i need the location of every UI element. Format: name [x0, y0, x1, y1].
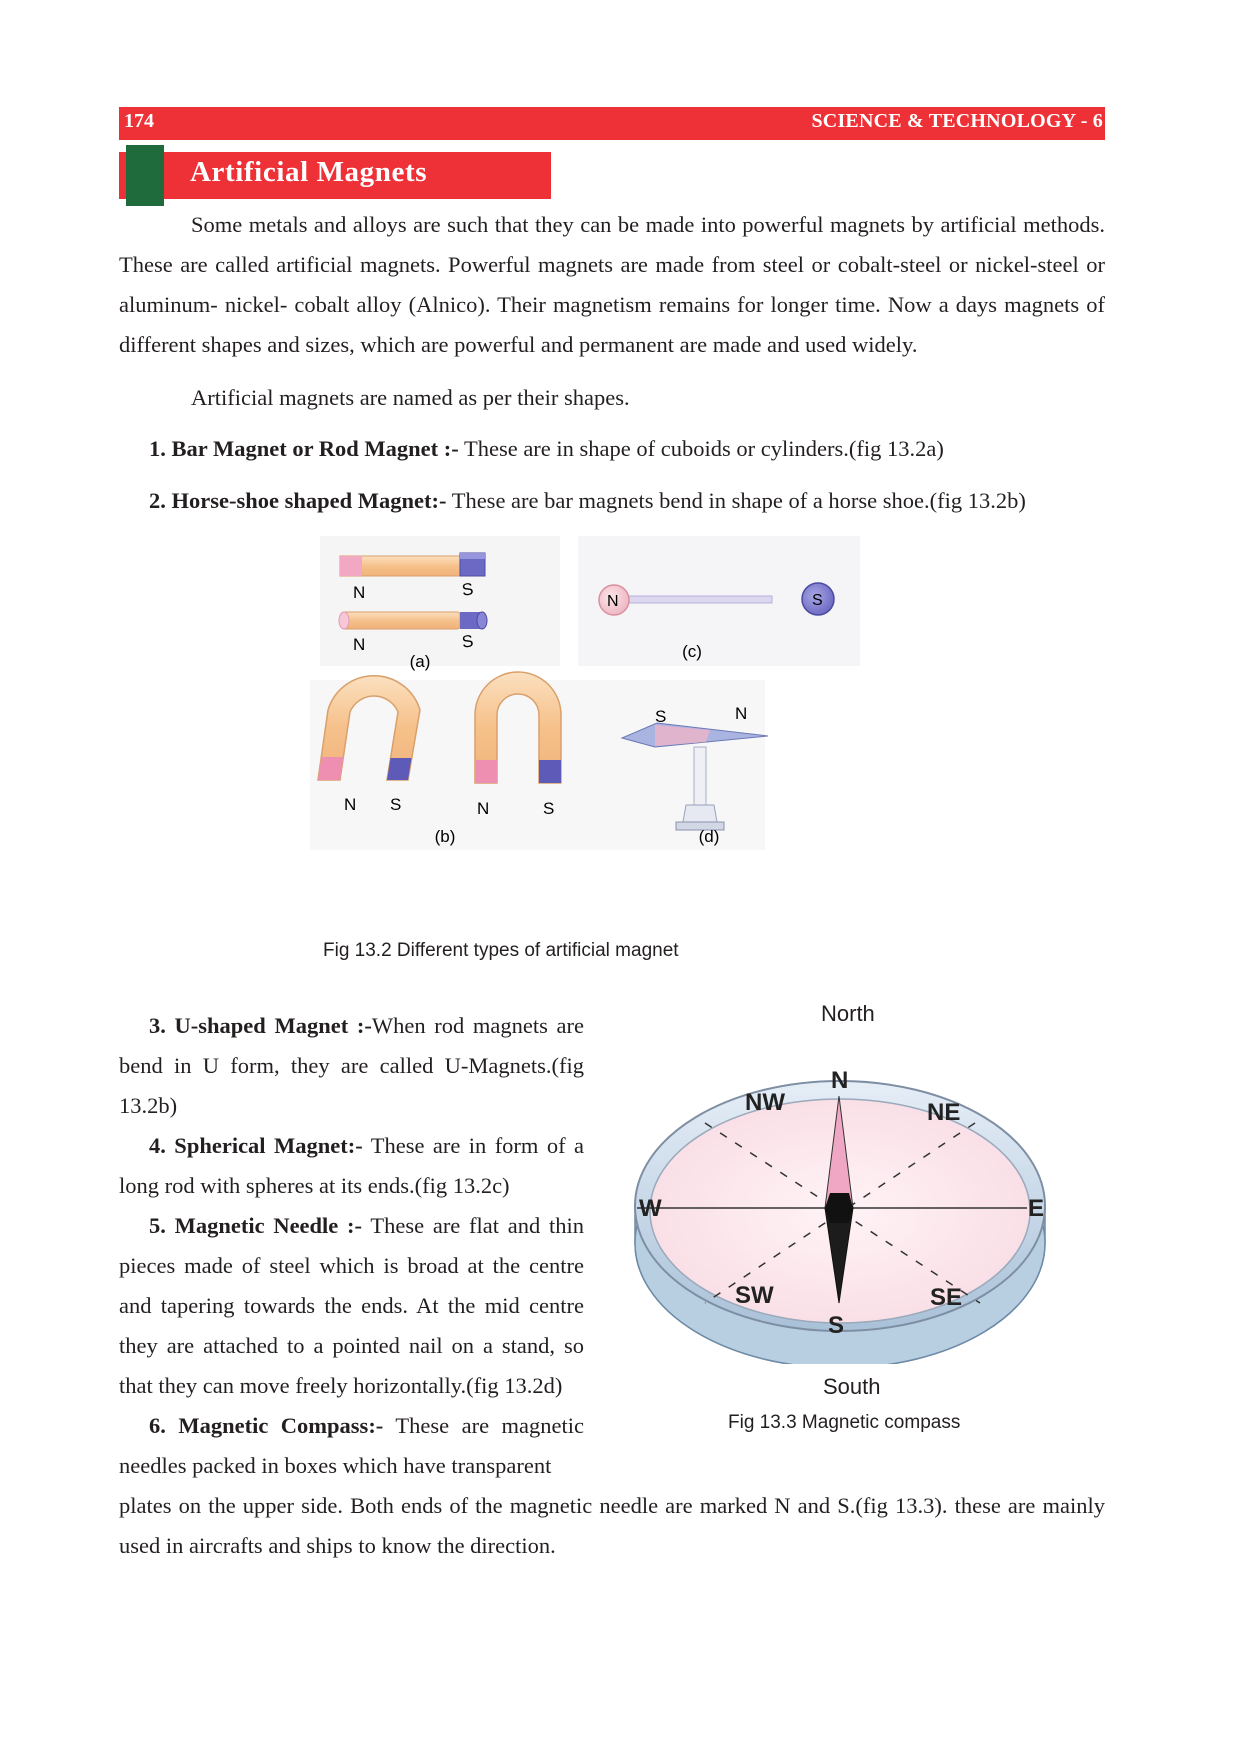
dir-e: E — [1028, 1195, 1045, 1222]
page-number: 174 — [124, 110, 154, 132]
item-horseshoe-magnet — [119, 481, 1105, 521]
pole-label-n: N — [607, 593, 619, 610]
item-text: These are in shape of cuboids or cylinders.(fig 13.2a) — [458, 436, 944, 461]
compass-north-label: North — [821, 1001, 875, 1026]
dir-n: N — [831, 1067, 849, 1094]
fig-13-3-caption: Fig 13.3 Magnetic compass — [728, 1412, 961, 1433]
item-label: 1. Bar Magnet or Rod Magnet :- — [149, 436, 459, 461]
dir-ne: NE — [927, 1099, 961, 1126]
dir-nw: NW — [745, 1089, 785, 1116]
item-spherical-magnet — [119, 1126, 584, 1206]
label-c: (c) — [682, 642, 702, 661]
item-magnetic-needle — [119, 1206, 584, 1406]
figure-13-3-compass — [625, 1028, 1065, 1364]
dir-se: SE — [930, 1284, 963, 1311]
compass-continuation: plates on the upper side. Both ends of the magnetic needle are marked N and S.(fig 13.3). these are mainly used in aircrafts and ships to know the direction. — [119, 1493, 1105, 1558]
item-bar-magnet — [119, 429, 1105, 469]
bar-magnet-cuboid — [340, 553, 485, 576]
needle-hub — [825, 1193, 853, 1223]
item-text: These are flat and thin pieces made of steel which is broad at the centre and tapering towards the ends. At the mid centre they are attached to a pointed nail on a stand, so that they can move freely horizontally.(fig 13.2d) — [119, 1213, 584, 1398]
pole-label-n: N — [353, 635, 366, 654]
pole-label-s: S — [543, 799, 555, 818]
item-label: 3. U-shaped Magnet :- — [149, 1013, 372, 1038]
fig-13-2-caption: Fig 13.2 Different types of artificial magnet — [323, 940, 679, 961]
pole-label-s: S — [460, 631, 475, 652]
item-label: 2. Horse-shoe shaped Magnet:- — [149, 488, 447, 513]
pole-label-s: S — [812, 592, 823, 609]
shapes-intro: Artificial magnets are named as per their shapes. — [191, 385, 630, 410]
pole-label-n: N — [353, 583, 366, 602]
running-title: SCIENCE & TECHNOLOGY - 6 — [811, 110, 1103, 132]
compass-south-label: South — [823, 1374, 881, 1399]
item-label: 6. Magnetic Compass:- — [149, 1413, 384, 1438]
pole-label-s: S — [460, 579, 475, 600]
item-text: When rod magnets are bend in U form, they are called U-Magnets.(fig 13.2b) — [119, 1013, 584, 1118]
label-b: (b) — [434, 827, 456, 846]
intro-paragraph: Some metals and alloys are such that they can be made into powerful magnets by artificial methods. These are called artificial magnets. Powerful magnets are made from steel or cobalt-steel or nickel-steel or aluminum- nickel- cobalt alloy (Alnico). Their magnetism remains for longer time. Now a days magnets of different shapes and sizes, which are powerful and permanent are made and used widely. — [119, 212, 1105, 357]
pole-label-n: N — [344, 795, 357, 814]
label-d: (d) — [698, 827, 720, 846]
label-a: (a) — [409, 652, 431, 671]
section-title: Artificial Magnets — [190, 156, 428, 188]
dir-w: W — [639, 1195, 662, 1222]
left-column — [119, 1006, 584, 1486]
bar-magnet-cylinder — [339, 612, 487, 629]
item-text: These are bar magnets bend in shape of a horse shoe.(fig 13.2b) — [446, 488, 1026, 513]
section-title-marker — [126, 145, 164, 206]
item-magnetic-compass — [119, 1406, 584, 1486]
pole-label-n: N — [477, 799, 490, 818]
item-label: 5. Magnetic Needle :- — [149, 1213, 363, 1238]
item-label: 4. Spherical Magnet:- — [149, 1133, 363, 1158]
pole-label-s: S — [655, 707, 667, 726]
figure-13-2 — [310, 530, 870, 915]
pole-label-n: N — [735, 704, 748, 723]
item-text: These are in form of a long rod with spheres at its ends.(fig 13.2c) — [119, 1133, 585, 1198]
item-text: These are magnetic needles packed in boxes which have transparent — [119, 1413, 584, 1478]
dir-s: S — [828, 1312, 845, 1339]
pole-label-s: S — [390, 795, 402, 814]
item-u-shaped-magnet — [119, 1006, 584, 1126]
dir-sw: SW — [735, 1282, 774, 1309]
